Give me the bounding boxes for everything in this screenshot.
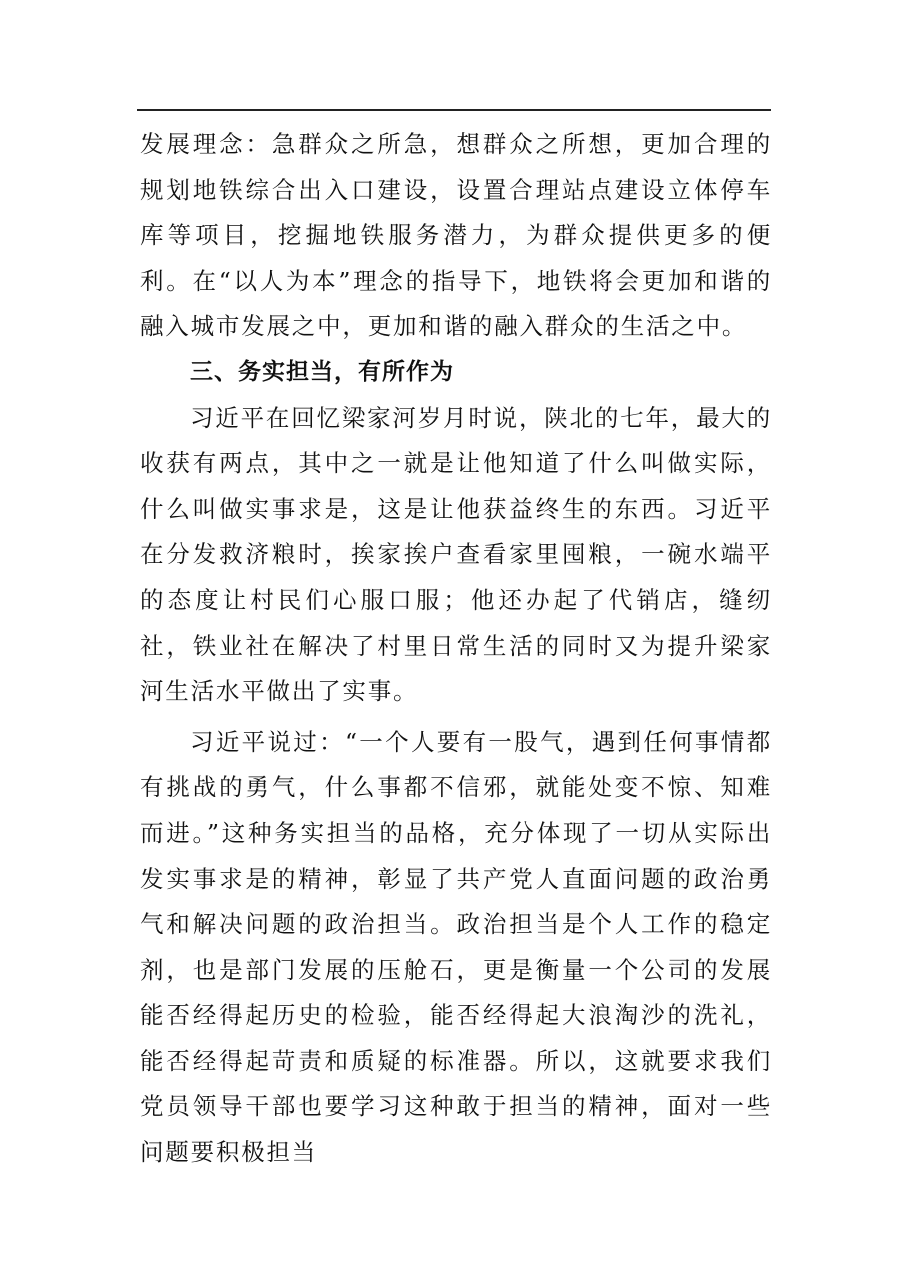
header-rule <box>137 109 771 111</box>
paragraph-continuation: 发展理念：急群众之所急，想群众之所想，更加合理的规划地铁综合出入口建设，设置合理站点建设立体停车库等项目，挖掘地铁服务潜力，为群众提供更多的便利。在“以人为本”理念的指导下，地铁将会更加和谐的融入城市发展之中，更加和谐的融入群众的生活之中。 <box>140 130 772 341</box>
section-heading: 三、务实担当，有所作为 <box>190 358 454 385</box>
document-body <box>140 122 772 1176</box>
paragraph-liangjiahe: 习近平在回忆梁家河岁月时说，陕北的七年，最大的收获有两点，其中之一就是让他知道了什么叫做实际，什么叫做实事求是，这是让他获益终生的东西。习近平在分发救济粮时，挨家挨户查看家里囤粮，一碗水端平的态度让村民们心服口服；他还办起了代销店，缝纫社，铁业社在解决了村里日常生活的同时又为提升梁家河生活水平做出了实事。 <box>140 403 772 706</box>
paragraph-political-responsibility: 习近平说过：“一个人要有一股气，遇到任何事情都有挑战的勇气，什么事都不信邪，就能处变不惊、知难而进。”这种务实担当的品格，充分体现了一切从实际出发实事求是的精神，彰显了共产党人直面问题的政治勇气和解决问题的政治担当。政治担当是个人工作的稳定剂，也是部门发展的压舱石，更是衡量一个公司的发展能否经得起历史的检验，能否经得起大浪淘沙的洗礼，能否经得起苛责和质疑的标准器。所以，这就要求我们党员领导干部也要学习这种敢于担当的精神，面对一些问题要积极担当 <box>140 727 772 1167</box>
